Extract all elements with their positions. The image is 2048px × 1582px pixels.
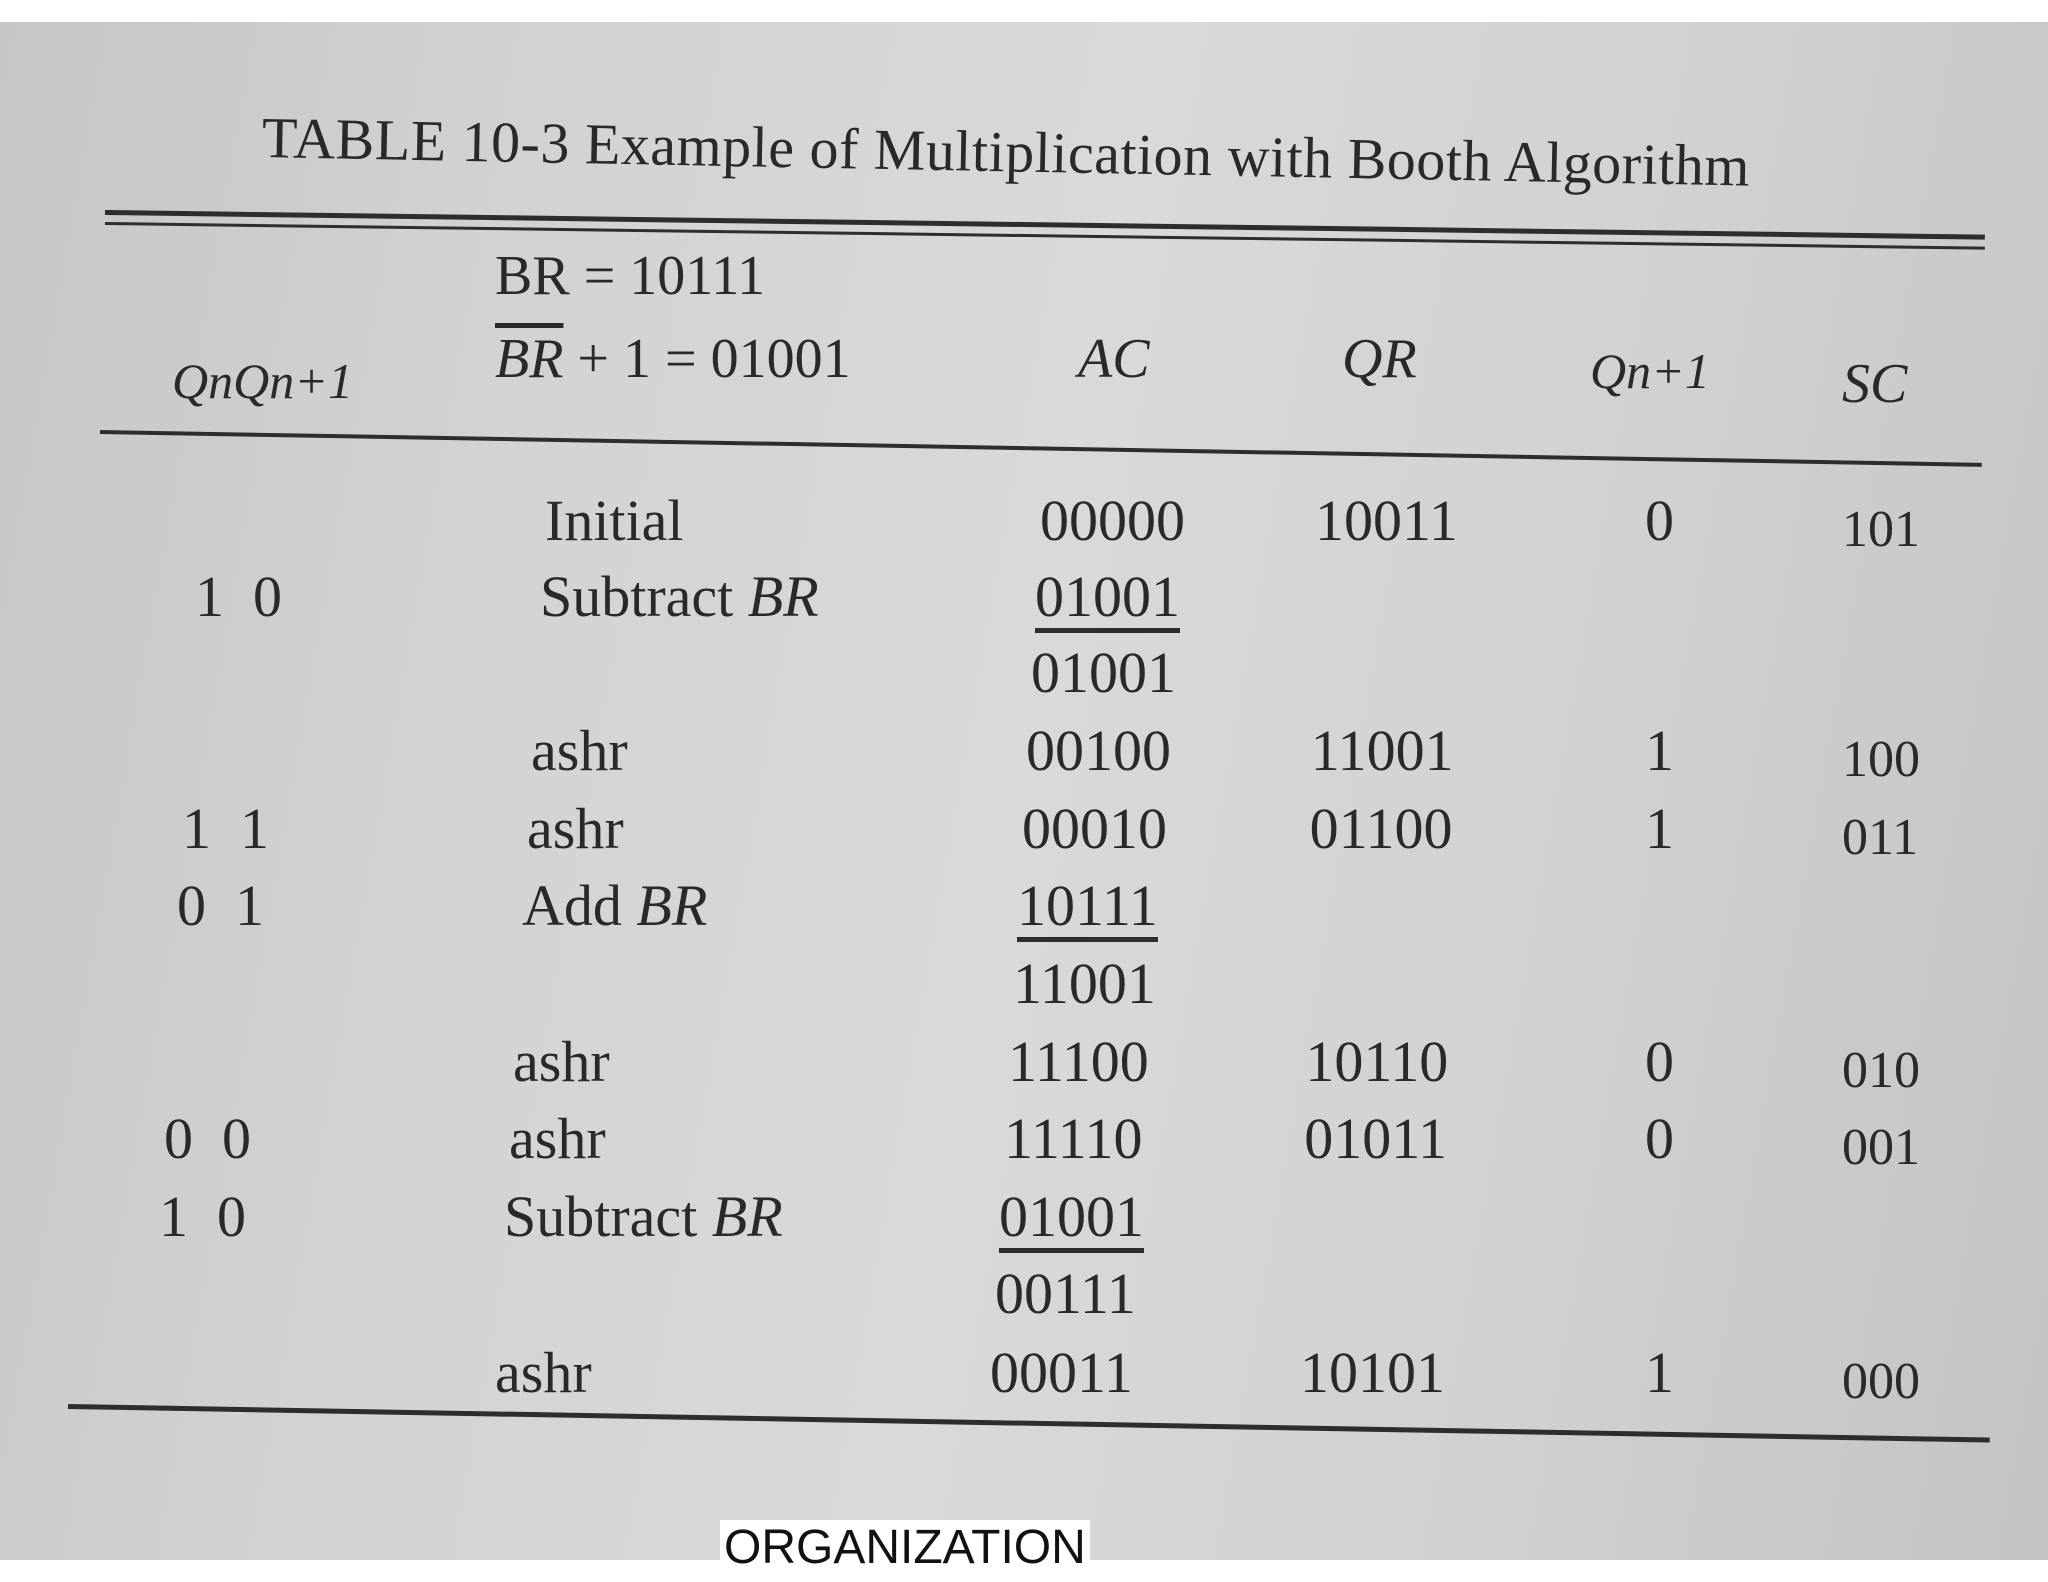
cell-ac: 00011 bbox=[990, 1340, 1133, 1405]
header-rule bbox=[100, 430, 1982, 467]
footer-text: ORGANIZATION bbox=[720, 1520, 1090, 1575]
cell-qr: 10011 bbox=[1315, 488, 1458, 553]
cell-qn-qn1: 1 0 bbox=[195, 564, 282, 629]
cell-qn-qn1: 0 1 bbox=[177, 873, 264, 938]
header-qn-qn1-text: QnQn+1 bbox=[172, 353, 353, 409]
cell-ac: 00010 bbox=[1022, 796, 1167, 861]
cell-operation: Subtract BR bbox=[540, 564, 819, 629]
cell-ac: 11110 bbox=[1004, 1106, 1143, 1171]
header-qr: QR bbox=[1342, 328, 1417, 390]
cell-ac: 10111 bbox=[1017, 877, 1158, 942]
cell-operation: ashr bbox=[495, 1340, 592, 1405]
cell-qn1: 1 bbox=[1645, 796, 1674, 861]
cell-qn1: 0 bbox=[1645, 1106, 1674, 1171]
cell-qn-qn1: 1 0 bbox=[159, 1184, 246, 1249]
book-page-photo bbox=[0, 22, 2048, 1560]
cell-sc: 000 bbox=[1842, 1353, 1920, 1410]
cell-ac: 01001 bbox=[999, 1188, 1144, 1253]
cell-qr: 11001 bbox=[1310, 718, 1454, 783]
cell-operation: ashr bbox=[527, 796, 624, 861]
cell-ac: 01001 bbox=[1031, 640, 1176, 705]
cell-qn1: 1 bbox=[1645, 1340, 1674, 1405]
cell-ac: 11100 bbox=[1008, 1029, 1149, 1094]
cell-operation: Subtract BR bbox=[504, 1184, 783, 1249]
cell-operation: ashr bbox=[531, 718, 628, 783]
cell-operation: ashr bbox=[509, 1106, 606, 1171]
cell-sc: 001 bbox=[1842, 1119, 1920, 1176]
header-br-value: BR = 10111 bbox=[495, 245, 766, 307]
register-br-label: BR bbox=[636, 873, 708, 938]
cell-sc: 100 bbox=[1842, 731, 1920, 788]
cell-operation: ashr bbox=[513, 1029, 610, 1094]
cell-sc: 101 bbox=[1842, 501, 1920, 558]
header-ac: AC bbox=[1078, 328, 1150, 390]
cell-ac: 00100 bbox=[1026, 718, 1171, 783]
header-qn1: Qn+1 bbox=[1590, 343, 1710, 399]
register-br-label: BR bbox=[711, 1184, 783, 1249]
header-br-line2 bbox=[495, 327, 851, 391]
register-br-label: BR bbox=[747, 564, 819, 629]
cell-ac: 11001 bbox=[1013, 951, 1156, 1016]
cell-sc: 011 bbox=[1842, 809, 1919, 866]
bottom-rule bbox=[68, 1404, 1990, 1443]
table-title: TABLE 10-3 Example of Multiplication with Booth Algorithm bbox=[261, 105, 1751, 199]
cell-qr: 01011 bbox=[1304, 1106, 1448, 1171]
cell-ac: 01001 bbox=[1035, 568, 1180, 633]
header-qn-qn1 bbox=[172, 352, 353, 410]
cell-qr: 10110 bbox=[1305, 1029, 1449, 1094]
cell-qn-qn1: 1 1 bbox=[182, 796, 269, 861]
header-br-line1 bbox=[495, 244, 765, 308]
cell-ac: 00111 bbox=[995, 1261, 1136, 1326]
cell-qr: 10101 bbox=[1300, 1340, 1445, 1405]
cell-qn1: 0 bbox=[1645, 488, 1674, 553]
cell-ac: 00000 bbox=[1040, 488, 1185, 553]
cell-sc: 010 bbox=[1842, 1042, 1920, 1099]
cell-qn1: 0 bbox=[1645, 1029, 1674, 1094]
header-br-complement: $\overline{BR}$ bbox=[495, 328, 564, 390]
header-sc: SC bbox=[1842, 353, 1908, 415]
cell-operation: Add BR bbox=[522, 873, 708, 938]
header-br-complement-value: + 1 = 01001 bbox=[563, 328, 851, 390]
cell-qn1: 1 bbox=[1645, 718, 1674, 783]
cell-operation: Initial bbox=[545, 488, 684, 553]
cell-qn-qn1: 0 0 bbox=[164, 1106, 251, 1171]
cell-qr: 01100 bbox=[1309, 796, 1453, 861]
